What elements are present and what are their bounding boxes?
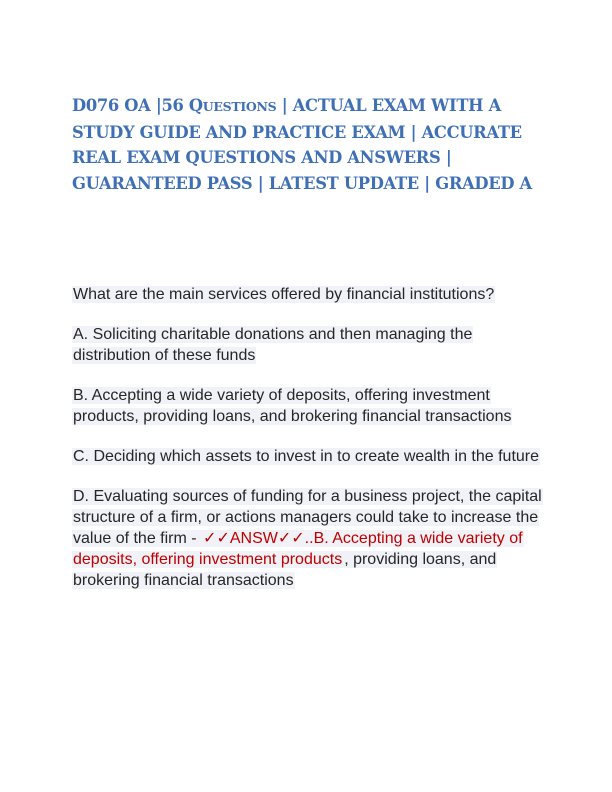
option-b-text: B. Accepting a wide variety of deposits, offering investment products, providing loans, and brokering financial transactions [73, 387, 512, 425]
title-uestions-smallcaps: UESTIONS [202, 99, 277, 114]
title-prefix: D076 OA |56 [72, 96, 189, 115]
option-b [72, 385, 542, 427]
option-d-text: D. Evaluating sources of funding for a business project, the capital structure of a firm, or actions managers could take to increase the value of the firm - [73, 488, 542, 547]
option-d [72, 486, 542, 591]
question-text-content: What are the main services offered by financial institutions? [73, 286, 495, 303]
document-title [72, 93, 542, 196]
option-c-text: C. Deciding which assets to invest in to create wealth in the future [73, 448, 540, 465]
title-suffix: | ACTUAL EXAM WITH A STUDY GUIDE AND PRACTICE EXAM | ACCURATE REAL EXAM QUESTIONS AND ANSWERS | GUARANTEED PASS | LATEST UPDATE | GRADED A [72, 96, 532, 193]
answer-key: ✓✓ANSW✓✓..B. Accepting a wide variety of deposits, offering investment products [73, 530, 523, 568]
option-c [72, 446, 542, 467]
option-a-text: A. Soliciting charitable donations and then managing the distribution of these funds [73, 326, 473, 364]
title-q-letter: Q [188, 96, 203, 115]
option-a [72, 324, 542, 366]
question-block [72, 284, 542, 610]
question-text [72, 284, 542, 305]
answer-continuation: , providing loans, and brokering financial transactions [73, 551, 497, 589]
